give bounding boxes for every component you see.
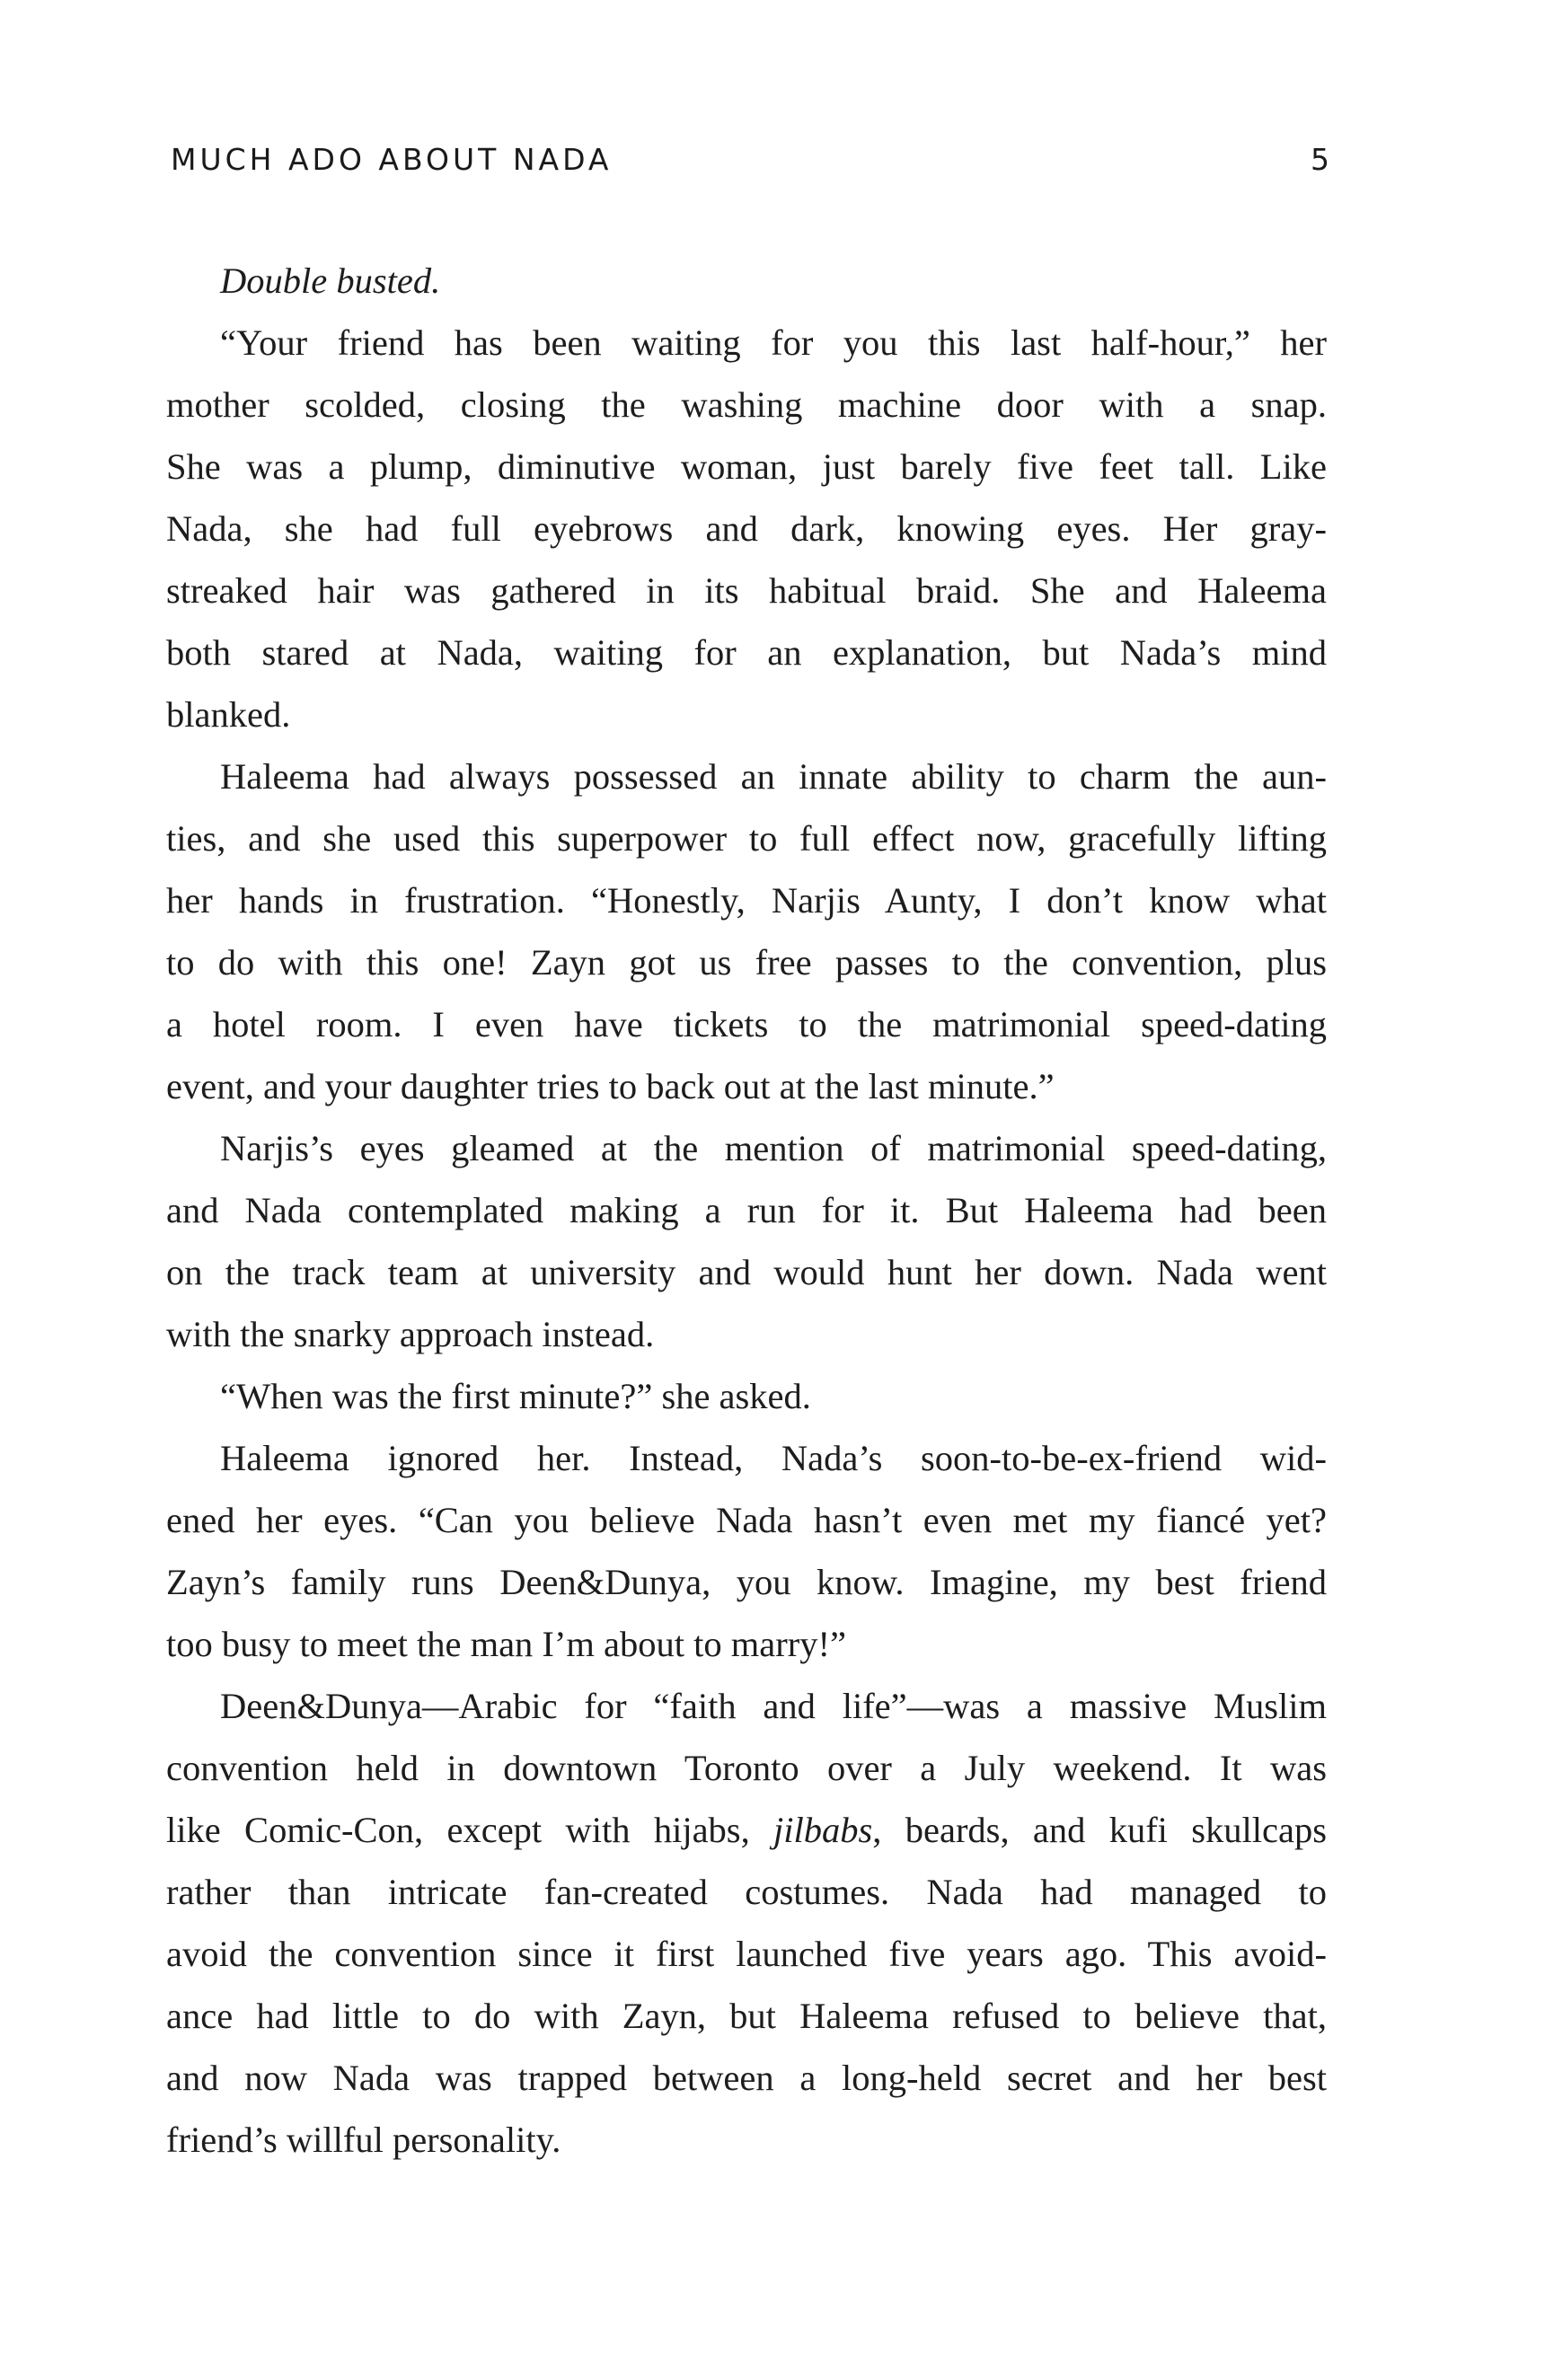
running-head — [171, 142, 1329, 187]
text-line: ened her eyes. “Can you believe Nada hasn’t even met my fiancé yet? — [166, 1500, 1327, 1540]
text-line: on the track team at university and would hunt her down. Nada went — [166, 1252, 1327, 1292]
text-line: her hands in frustration. “Honestly, Narjis Aunty, I don’t know what — [166, 880, 1327, 921]
text-line: “When was the first minute?” she asked. — [220, 1376, 811, 1416]
text-line: too busy to meet the man I’m about to marry!” — [166, 1624, 846, 1664]
text-line: and now Nada was trapped between a long-held secret and her best — [166, 2058, 1327, 2098]
paragraph — [166, 1675, 1327, 2171]
running-title: MUCH ADO ABOUT NADA — [171, 142, 613, 177]
text-line: convention held in downtown Toronto over a July weekend. It was — [166, 1748, 1327, 1788]
paragraph — [166, 1365, 1327, 1427]
page-number: 5 — [1311, 142, 1329, 177]
text-line: blanked. — [166, 694, 291, 735]
text-line: event, and your daughter tries to back out at the last minute.” — [166, 1066, 1055, 1106]
italic-text: jilbabs — [773, 1810, 873, 1850]
text-line: She was a plump, diminutive woman, just barely five feet tall. Like — [166, 446, 1327, 487]
text-line: rather than intricate fan-created costumes. Nada had managed to — [166, 1872, 1327, 1912]
text-line: like Comic-Con, except with hijabs, jilbabs, beards, and kufi skullcaps — [166, 1810, 1327, 1850]
text-line: streaked hair was gathered in its habitual braid. She and Haleema — [166, 570, 1327, 611]
text-line: a hotel room. I even have tickets to the matrimonial speed-dating — [166, 1004, 1327, 1045]
text-line: mother scolded, closing the washing machine door with a snap. — [166, 384, 1327, 425]
text-line: Deen&Dunya—Arabic for “faith and life”—was a massive Muslim — [220, 1686, 1327, 1726]
text-line: Narjis’s eyes gleamed at the mention of matrimonial speed-dating, — [220, 1128, 1327, 1168]
text-line: friend’s willful personality. — [166, 2120, 561, 2160]
text-line: with the snarky approach instead. — [166, 1314, 655, 1354]
text-line: ance had little to do with Zayn, but Haleema refused to believe that, — [166, 1996, 1327, 2036]
paragraph — [166, 1117, 1327, 1365]
text-line: Haleema had always possessed an innate ability to charm the aun- — [220, 756, 1327, 797]
text-line: Zayn’s family runs Deen&Dunya, you know. Imagine, my best friend — [166, 1562, 1327, 1602]
paragraph — [166, 745, 1327, 1117]
italic-text: Double busted. — [220, 260, 441, 301]
body-text — [166, 250, 1327, 2171]
text-line — [166, 250, 1327, 312]
text-line: ties, and she used this superpower to full effect now, gracefully lifting — [166, 818, 1327, 859]
text-line: Haleema ignored her. Instead, Nada’s soon-to-be-ex-friend wid- — [220, 1438, 1327, 1478]
text-line: both stared at Nada, waiting for an explanation, but Nada’s mind — [166, 632, 1327, 673]
text-line: avoid the convention since it first launched five years ago. This avoid- — [166, 1934, 1327, 1974]
text-line: “Your friend has been waiting for you this last half-hour,” her — [220, 322, 1327, 363]
paragraph — [166, 312, 1327, 745]
text-line: to do with this one! Zayn got us free passes to the convention, plus — [166, 942, 1327, 983]
text-line: and Nada contemplated making a run for it. But Haleema had been — [166, 1190, 1327, 1230]
paragraph — [166, 250, 1327, 312]
text-line: Nada, she had full eyebrows and dark, knowing eyes. Her gray- — [166, 508, 1327, 549]
paragraph — [166, 1427, 1327, 1675]
